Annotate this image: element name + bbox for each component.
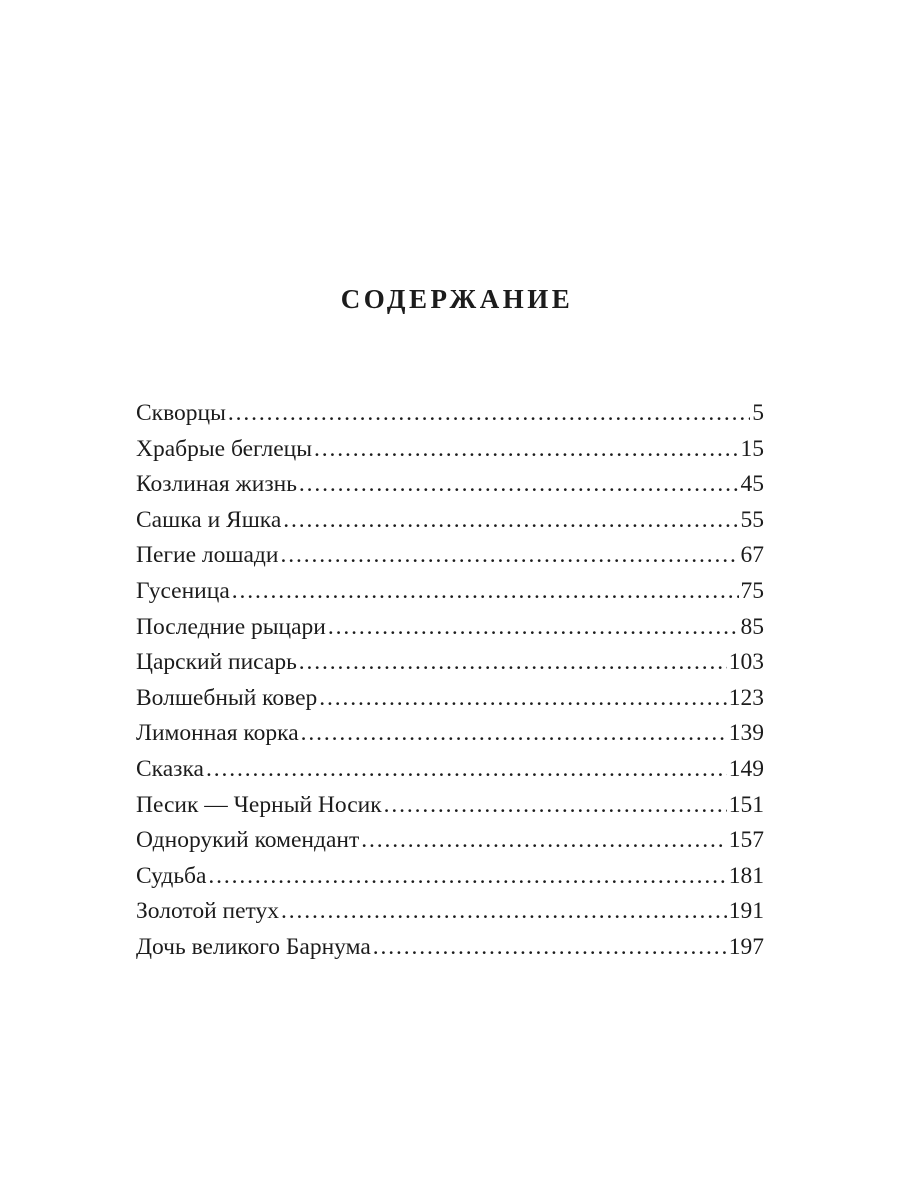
dot-leader <box>232 574 739 610</box>
toc-page-number: 181 <box>728 862 764 889</box>
toc-page-number: 191 <box>728 898 764 925</box>
toc-entry[interactable] <box>136 610 764 646</box>
dot-leader <box>283 503 738 539</box>
toc-title: СОДЕРЖАНИЕ <box>340 284 574 314</box>
toc-page-number: 75 <box>740 577 764 604</box>
toc-entry[interactable] <box>136 645 764 681</box>
dot-leader <box>208 859 726 895</box>
dot-leader <box>301 716 727 752</box>
dot-leader <box>361 823 727 859</box>
toc-entry-title: Судьба <box>136 862 207 889</box>
toc-entry-title: Сашка и Яшка <box>136 506 282 533</box>
dot-leader <box>206 752 727 788</box>
toc-entry[interactable] <box>136 503 764 539</box>
dot-leader <box>228 396 750 432</box>
dot-leader <box>328 610 739 646</box>
dot-leader <box>373 930 727 966</box>
toc-entry[interactable] <box>136 574 764 610</box>
toc-entry-title: Золотой петух <box>136 898 280 925</box>
toc-entry[interactable] <box>136 716 764 752</box>
toc-entry[interactable] <box>136 396 764 432</box>
toc-entry-title: Гусеница <box>136 577 230 604</box>
toc-page-number: 55 <box>740 506 764 533</box>
dot-leader <box>299 467 739 503</box>
toc-entry[interactable] <box>136 894 764 930</box>
toc-entry-title: Последние рыцари <box>136 613 326 640</box>
toc-page-number: 151 <box>728 791 764 818</box>
toc-entry[interactable] <box>136 823 764 859</box>
toc-entry-title: Козлиная жизнь <box>136 471 297 498</box>
toc-entry-title: Храбрые беглецы <box>136 435 312 462</box>
toc-entry[interactable] <box>136 930 764 966</box>
toc-page-number: 139 <box>728 720 764 747</box>
toc-entry-title: Волшебный ковер <box>136 684 318 711</box>
toc-page-number: 67 <box>740 542 764 569</box>
dot-leader <box>384 788 727 824</box>
toc-page-number: 45 <box>740 471 764 498</box>
toc-page-number: 197 <box>728 933 764 960</box>
dot-leader <box>319 681 726 717</box>
toc-entry[interactable] <box>136 538 764 574</box>
dot-leader <box>281 894 727 930</box>
toc-entry[interactable] <box>136 752 764 788</box>
toc-page-number: 85 <box>740 613 764 640</box>
toc-entry-title: Дочь великого Барнума <box>136 933 371 960</box>
toc-entry[interactable] <box>136 681 764 717</box>
dot-leader <box>299 645 727 681</box>
toc-page-number: 149 <box>728 755 764 782</box>
toc-page-number: 123 <box>728 684 764 711</box>
toc-list <box>136 396 764 966</box>
toc-page-number: 157 <box>728 827 764 854</box>
toc-entry-title: Пегие лошади <box>136 542 279 569</box>
toc-entry-title: Лимонная корка <box>136 720 299 747</box>
dot-leader <box>280 538 738 574</box>
dot-leader <box>314 432 739 468</box>
toc-entry[interactable] <box>136 432 764 468</box>
toc-entry-title: Скворцы <box>136 400 226 426</box>
toc-entry[interactable] <box>136 467 764 503</box>
toc-page-number: 103 <box>728 649 764 676</box>
toc-page-number: 5 <box>752 400 764 426</box>
toc-entry-title: Царский писарь <box>136 649 297 676</box>
toc-entry[interactable] <box>136 788 764 824</box>
toc-page-number: 15 <box>740 435 764 462</box>
toc-entry-title: Однорукий комендант <box>136 827 360 854</box>
toc-entry-title: Песик — Черный Носик <box>136 791 382 818</box>
toc-entry[interactable] <box>136 859 764 895</box>
toc-entry-title: Сказка <box>136 755 204 782</box>
